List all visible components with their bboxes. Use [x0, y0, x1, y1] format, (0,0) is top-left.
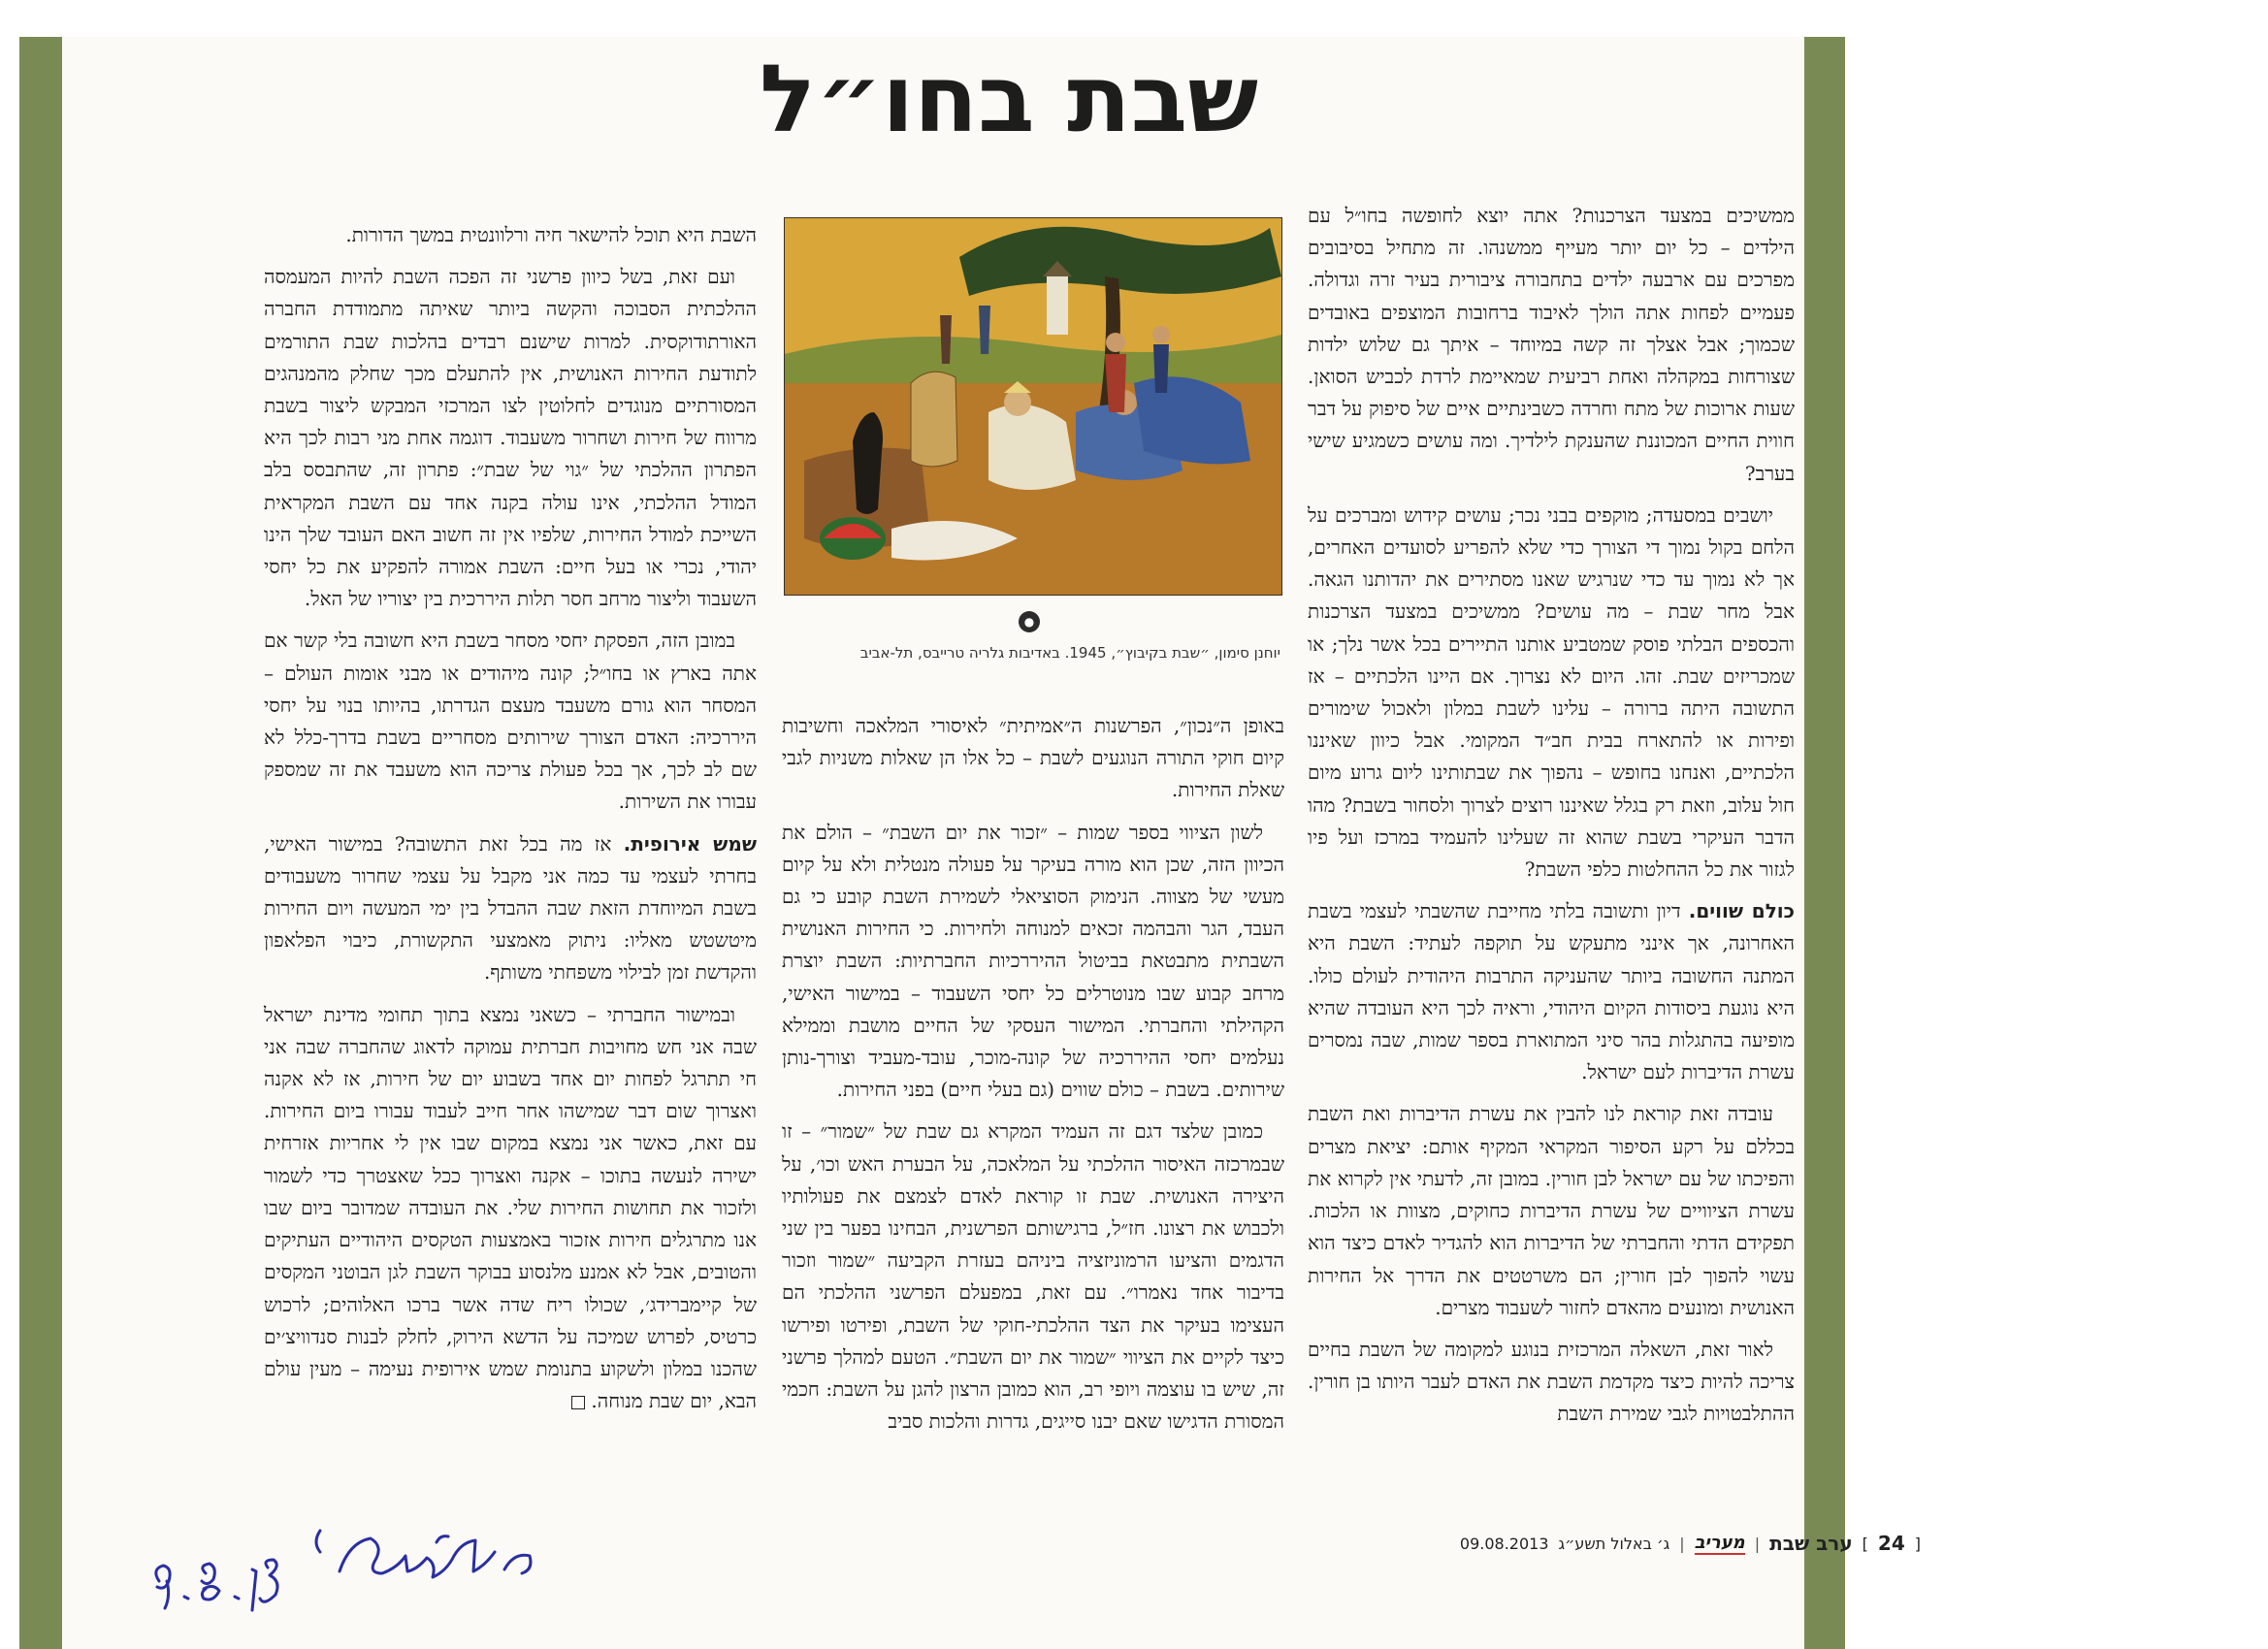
issue-date: 09.08.2013 — [1459, 1534, 1549, 1553]
paragraph: יושבים במסעדה; מוקפים בבני נכר; עושים קידוש ומברכים על הלחם בקול נמוך די הצורך כדי שלא להפריע לסועדים האחרים, אך לא נמוך עד כדי שנרגיש שאנו מסתירים את יהדותנו הגאה. אבל מחר שבת – מה עושים? ממשיכים במצעד הצרכנות והכספים הבלתי פוסק שמטביע אותנו התיירים בכל אשר נלך; או שמכריזים שבת. זהו. היום לא נצרוך. אם היינו הלכתיים – אז התשובה היתה ברורה – עלינו לשבת במלון ולאכול שימורים ופירות או להתארח בבית חב״ד המקומי. אבל כיוון שאיננו הלכתיים, ואנחנו בחופש – נהפוך את שבתותינו ליום גרוע מיום חול עלוב, וזאת רק בגלל שאיננו רוצים לצרוך ולסחור בשבת? מהו הדבר העיקרי בשבת שהוא זה שעלינו להעמיד במרכז ועל פיו לגזור את כל ההחלטות כלפי השבת? — [1308, 502, 1795, 882]
article-column-middle — [782, 710, 1284, 1447]
subheading: כולם שווים. — [1688, 899, 1795, 923]
scan-edge-left — [19, 37, 62, 1649]
hebrew-date: ג׳ באלול תשע״ג — [1558, 1534, 1670, 1553]
handwritten-signature — [146, 1513, 601, 1620]
paragraph: לאור זאת, השאלה המרכזית בנוגע למקומה של השבת בחיים צריכה להיות כיצד מקדמת השבת את האדם לעבר היותו בן חורין. ההתלבטויות לגבי שמירת השבת — [1308, 1337, 1795, 1426]
newspaper-logo: מעריב — [1694, 1532, 1745, 1553]
article-column-left — [264, 219, 757, 1427]
painting-image — [784, 217, 1282, 596]
article-column-right — [1308, 200, 1795, 1440]
paragraph: השבת היא תוכל להישאר חיה ורלוונטית במשך הדורות. — [345, 223, 757, 246]
paragraph: לשון הציווי בספר שמות – ״זכור את יום השבת״ – הולם את הכיוון הזה, שכן הוא מורה בעיקר על פעולה מנטלית ולא על קיום מעשי של מצווה. הנימוק הסוציאלי לשמירת השבת קובע כי גם העבד, הגר והבהמה זכאים למנוחה ולחירות. כי החירות האנושית השבתית מתבטאת בביטול ההיררכיות החברתיות: השבת יוצרת מרחב קבוע שבו מנוטרלים כל יחסי השעבוד – במישור האישי, הקהילתי והחברתי. המישור העסקי של החיים מושבת וממילא נעלמים יחסי ההיררכיה של קונה-מוכר, עובד-מעביד וצורך-נותן שירותים. בשבת – כולם שווים (גם בעלי חיים) בפני החירות. — [782, 820, 1284, 1102]
image-caption: יוחנן סימון, ״שבת בקיבוץ״, 1945. באדיבות גלריה טרייבס, תל-אביב — [859, 644, 1280, 662]
paragraph: כולם שווים. דיון ותשובה בלתי מחייבת שהשבתי לעצמי בשבת האחרונה, אך אינני מתעקש על תוקפה לעתיד: השבת היא המתנה החשובה ביותר שהעניקה התרבות היהודית לעולם כולו. היא נוגעת ביסודות הקיום היהודי, וראיה לכך היא העובדה שהיא מופיעה בהתגלות בהר סיני המתוארת בספר שמות, שבה נמסרים עשרת הדיברות לעם ישראל. — [1308, 899, 1795, 1084]
paragraph: במובן הזה, הפסקת יחסי מסחר בשבת היא חשובה בלי קשר אם אתה בארץ או בחו״ל; קונה מיהודים או מבני אומות העולם – המסחר הוא גורם משעבד מעצם הגדרתו, בהיותו בנוי על יחסי היררכיה: האדם הצורך שירותים מסחריים בשבת בדרך-כלל לא שם לב לכך, אך בכל פעולת צריכה הוא משעבד את זה שמספק עבורו את השירות. — [264, 629, 757, 814]
page-footer: [ 24 ] ערב שבת | מעריב | ג׳ באלול תשע״ג 09.08.2013 — [1459, 1532, 1921, 1555]
paragraph: באופן ה״נכון״, הפרשנות ה״אמיתית״ לאיסורי המלאכה וחשיבות קיום חוקי התורה הנוגעים לשבת – כל אלו הן שאלות משניות לגבי שאלת החירות. — [782, 714, 1284, 802]
page-number: 24 — [1877, 1532, 1905, 1555]
paragraph: כמובן שלצד דגם זה העמיד המקרא גם שבת של ״שמור״ – זו שבמרכזה האיסור ההלכתי על המלאכה, על הבערת האש וכו׳, על היצירה האנושית. שבת זו קוראת לאדם לצמצם את פעולותיו ולכבוש את רצונו. חז״ל, ברגישותם הפרשנית, הבחינו בפער בין שני הדגמים והציעו הרמוניזציה ביניהם בעזרת הקביעה ״שמור וזכור בדיבור אחד נאמרו״. עם זאת, במפעלם הפרשני ההלכתי הם העצימו בעיקר את הצד ההלכתי-חוקי של השבת, ופירטו ופירשו כיצד לקיים את הציווי ״שמור את יום השבת״. הטעם למהלך פרשני זה, שיש בו עוצמה ויופי רב, הוא כמובן הרצון להגן על השבת: חכמי המסורת הדגישו שאם יבנו סייגים, גדרות והלכות סביב — [782, 1119, 1284, 1434]
end-of-article-icon — [571, 1396, 585, 1409]
paragraph: ובמישור החברתי – כשאני נמצא בתוך תחומי מדינת ישראל שבה אני חש מחויבות חברתית עמוקה לדאוג שהחברה שבה אני חי תתרגל לפחות יום אחד בשבוע יום של חירות, אז לא אקנה ואצרוך שום דבר שמישהו אחר חייב לעבוד עבורו ביום החירות. עם זאת, כאשר אני נמצא במקום שבו אין לי אחריות אזרחית ישירה לנעשה בתוכו – אקנה ואצרוך ככל שאצטרך כדי לשמור ולזכור את תחושות החירות שלי. את העובדה שמדובר ביום שבו אנו מתרגלים חירות אזכור באמצעות הטקסים היהודיים העתיקים והטובים, אבל לא אמנע מלנסוע בבוקר השבת לגן הבוטני המקסים של קיימברידג׳, שכולו ריח שדה אשר ברכו האלוהים; לרכוש כרטיס, לפרוש שמיכה על הדשא הירוק, לחלק לבנות סנדוויצ׳ים שהכנו במלון ולשקוע בתנומת שמש אירופית נעימה – מעין עולם הבא, יום שבת מנוחה. — [264, 1002, 757, 1413]
caption-bullet-icon: ● — [1019, 611, 1040, 632]
paragraph: ועם זאת, בשל כיוון פרשני זה הפכה השבת להיות המעמסה ההלכתית הסבוכה והקשה ביותר שאיתה מתמודדת החברה האורתודוקסית. למרות שישנם רבדים בהלכות שבת התורמים לתודעת החירות האנושית, אין להתעלם מכך שחלק מהמנהגים המסורתיים מנוגדים לחלוטין לצו המרכזי המבקש ליצור בשבת מרווח של חירות ושחרור משעבוד. דוגמה אחת מני רבות לכך היא הפתרון ההלכתי של ״גוי של שבת״: פתרון זה, שהתבסס בלב המודל ההלכתי, אינו עולה בקנה אחד עם השבת המקראית השייכת למודל החירות, שלפיו אין זה חשוב האם העובד שלך הינו יהודי, נכרי או בעל חיים: השבת אמורה להפקיע את כל יחסי השעבוד וליצור מרחב חסר תלות היררכית בין יצוריו של האל. — [264, 265, 757, 611]
page-title: שבת בחו״ל — [759, 45, 1259, 153]
subheading: שמש אירופית. — [623, 831, 757, 856]
paragraph: שמש אירופית. אז מה בכל זאת התשובה? במישור האישי, בחרתי לעצמי עד כמה אני מקבל על עצמי שחרור משעבודים בשבת המיוחדת הזאת שבה ההבדל בין ימי המעשה ויום החירות מיטשטש מאליו: ניתוק מאמצעי התקשורת, כיבוי הפלאפון והקדשת זמן לבילוי משפחתי משותף. — [264, 831, 757, 985]
paragraph: עובדה זאת קוראת לנו להבין את עשרת הדיברות ואת השבת בכללם על רקע הסיפור המקראי המקיף אותם: יציאת מצרים והפיכתו של עם ישראל לבן חורין. במובן זה, לדעתי אין לקרוא את עשרת הציוויים של עשרת הדיברות כחוקים, מצוות או הלכות. תפקידם הדתי והחברתי של הדיברות הוא להגדיר לאדם כיצד הוא עשוי להפוך לבן חורין; הם משרטטים את הדרך אל החירות האנושית ומונעים מהאדם לחזור לשעבוד מצרים. — [1308, 1102, 1795, 1319]
paragraph: ממשיכים במצעד הצרכנות? אתה יוצא לחופשה בחו״ל עם הילדים – כל יום יותר מעייף ממשנהו. זה מתחיל בסיבובים מפרכים עם ארבעה ילדים בתחבורה ציבורית בעיר זרה וגדולה. פעמיים לפחות אתה הולך לאיבוד ברחובות המוצפים באובדים שכמוך; אבל אצלך זה קשה במיוחד – איתך גם שלוש ילדות שצורחות במקהלה ואחת רביעית שמאיימת לרדת לכביש הסואן. שעות ארוכות של מתח וחרדה כשבינתיים איים של סיפוק על דבר חווית החיים המכוננת שהענקת לילדיך. ומה עושים כשמגיע שישי בערב? — [1308, 204, 1796, 485]
section-name: ערב שבת — [1769, 1532, 1853, 1555]
scan-edge-right — [1804, 37, 1845, 1649]
